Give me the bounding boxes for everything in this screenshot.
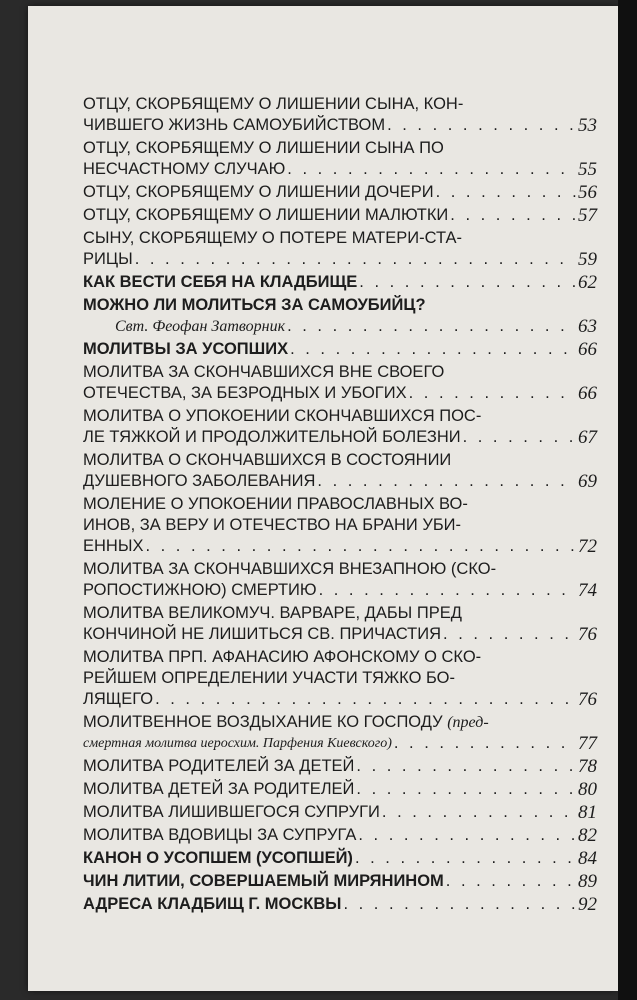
dot-leader bbox=[135, 249, 576, 270]
toc-entry-last-row bbox=[83, 802, 597, 823]
toc-entry-last-row bbox=[83, 383, 597, 404]
toc-entry-title-line: МОЛИТВА ЛИШИВШЕГОСЯ СУПРУГИ bbox=[83, 803, 380, 821]
toc-entry-title-line: РЕЙШЕМ ОПРЕДЕЛЕНИИ УЧАСТИ ТЯЖКО БО- bbox=[83, 669, 455, 687]
toc-entry-last-row bbox=[83, 825, 597, 846]
toc-entry-title-line: ОТЦУ, СКОРБЯЩЕМУ О ЛИШЕНИИ СЫНА, КОН- bbox=[83, 95, 464, 113]
toc-entry-last-row bbox=[83, 756, 597, 777]
toc-entry bbox=[83, 182, 597, 203]
toc-entry-title-line: МОЛИТВА РОДИТЕЛЕЙ ЗА ДЕТЕЙ bbox=[83, 757, 355, 775]
toc-entry-title-line: МОЖНО ЛИ МОЛИТЬСЯ ЗА САМОУБИЙЦ? bbox=[83, 296, 426, 314]
dot-leader bbox=[358, 825, 576, 846]
toc-page-number: 89 bbox=[578, 871, 597, 892]
toc-entry bbox=[83, 272, 597, 293]
dot-leader bbox=[343, 894, 576, 915]
toc-entry bbox=[83, 871, 597, 892]
toc-entry bbox=[83, 339, 597, 360]
dot-leader bbox=[155, 689, 576, 710]
toc-entry-last-row bbox=[83, 733, 597, 754]
dot-leader bbox=[356, 756, 576, 777]
toc-page-number: 76 bbox=[578, 689, 597, 710]
toc-entry-title-line: РИЦЫ bbox=[83, 250, 133, 268]
toc-entry bbox=[83, 228, 597, 270]
toc-page-number: 62 bbox=[578, 272, 597, 293]
toc-entry-last-row bbox=[83, 249, 597, 270]
toc-entry-title-line: КАК ВЕСТИ СЕБЯ НА КЛАДБИЩЕ bbox=[83, 273, 358, 291]
dot-leader bbox=[287, 159, 576, 180]
toc-entry-title-line: МОЛИТВА ВДОВИЦЫ ЗА СУПРУГА bbox=[83, 826, 357, 844]
toc-entry-last-row bbox=[83, 159, 597, 180]
toc-entry-title-line: РОПОСТИЖНОЮ) СМЕРТИЮ bbox=[83, 581, 317, 599]
toc-entry-title-line: ЛЯЩЕГО bbox=[83, 690, 154, 708]
toc-entry-title-line: МОЛИТВА ДЕТЕЙ ЗА РОДИТЕЛЕЙ bbox=[83, 780, 355, 798]
toc-page-number: 76 bbox=[578, 624, 597, 645]
dot-leader bbox=[356, 779, 576, 800]
dot-leader bbox=[450, 205, 576, 226]
toc-entry-author: Свт. Феофан Затворник bbox=[115, 318, 286, 335]
toc-entry-last-row bbox=[83, 689, 597, 710]
toc-entry-last-row bbox=[83, 427, 597, 448]
table-of-contents bbox=[83, 94, 597, 917]
toc-entry-title-line: МОЛИТВА О СКОНЧАВШИХСЯ В СОСТОЯНИИ bbox=[83, 451, 452, 469]
dot-leader bbox=[145, 536, 576, 557]
toc-entry bbox=[83, 802, 597, 823]
toc-entry-title-line: ОТЦУ, СКОРБЯЩЕМУ О ЛИШЕНИИ МАЛЮТКИ bbox=[83, 206, 449, 224]
toc-page-number: 66 bbox=[578, 339, 597, 360]
dot-leader bbox=[319, 580, 576, 601]
toc-entry-title-line: АДРЕСА КЛАДБИЩ Г. МОСКВЫ bbox=[83, 895, 342, 913]
toc-entry-title-line: МОЛИТВЕННОЕ ВОЗДЫХАНИЕ КО ГОСПОДУ (пред- bbox=[83, 713, 489, 731]
dot-leader bbox=[355, 848, 576, 869]
dot-leader bbox=[387, 115, 576, 136]
toc-entry-title-line: МОЛЕНИЕ О УПОКОЕНИИ ПРАВОСЛАВНЫХ ВО- bbox=[83, 495, 468, 513]
toc-page-number: 92 bbox=[578, 894, 597, 915]
toc-entry-title-line: ЕННЫХ bbox=[83, 537, 144, 555]
toc-entry-last-row bbox=[83, 272, 597, 293]
toc-entry-title-line: ОТЦУ, СКОРБЯЩЕМУ О ЛИШЕНИИ СЫНА ПО bbox=[83, 139, 444, 157]
toc-page-number: 57 bbox=[578, 205, 597, 226]
toc-page-number: 63 bbox=[578, 316, 597, 337]
toc-page-number: 78 bbox=[578, 756, 597, 777]
toc-entry-title-line: ИНОВ, ЗА ВЕРУ И ОТЕЧЕСТВО НА БРАНИ УБИ- bbox=[83, 516, 462, 534]
toc-entry-last-row bbox=[83, 471, 597, 492]
dot-leader bbox=[382, 802, 576, 823]
toc-entry-last-row bbox=[83, 871, 597, 892]
toc-entry-title-line: ОТЕЧЕСТВА, ЗА БЕЗРОДНЫХ И УБОГИХ bbox=[83, 384, 407, 402]
toc-page-number: 66 bbox=[578, 383, 597, 404]
toc-entry-title-line: МОЛИТВА ВЕЛИКОМУЧ. ВАРВАРЕ, ДАБЫ ПРЕД bbox=[83, 604, 462, 622]
toc-entry-last-row bbox=[83, 779, 597, 800]
toc-entry bbox=[83, 362, 597, 404]
toc-entry bbox=[83, 825, 597, 846]
toc-entry-title-line: НЕСЧАСТНОМУ СЛУЧАЮ bbox=[83, 160, 286, 178]
toc-entry bbox=[83, 756, 597, 777]
toc-page-number: 82 bbox=[578, 825, 597, 846]
toc-entry bbox=[83, 894, 597, 915]
toc-entry bbox=[83, 94, 597, 136]
dot-leader bbox=[446, 871, 576, 892]
toc-entry-title-line: МОЛИТВА ПРП. АФАНАСИЮ АФОНСКОМУ О СКО- bbox=[83, 648, 482, 666]
toc-entry-last-row bbox=[83, 316, 597, 337]
toc-page-number: 77 bbox=[578, 733, 597, 754]
toc-entry-last-row bbox=[83, 580, 597, 601]
dot-leader bbox=[287, 316, 576, 337]
book-page bbox=[28, 6, 618, 991]
toc-entry-title-line: ЛЕ ТЯЖКОЙ И ПРОДОЛЖИТЕЛЬНОЙ БОЛЕЗНИ bbox=[83, 428, 461, 446]
toc-entry-title-line: СЫНУ, СКОРБЯЩЕМУ О ПОТЕРЕ МАТЕРИ-СТА- bbox=[83, 229, 463, 247]
toc-entry bbox=[83, 848, 597, 869]
toc-page-number: 53 bbox=[578, 115, 597, 136]
toc-page-number: 56 bbox=[578, 182, 597, 203]
toc-entry bbox=[83, 647, 597, 710]
toc-page-number: 59 bbox=[578, 249, 597, 270]
dot-leader bbox=[317, 471, 576, 492]
dot-leader bbox=[290, 339, 576, 360]
toc-entry-title-line: МОЛИТВА ЗА СКОНЧАВШИХСЯ ВНЕЗАПНОЮ (СКО- bbox=[83, 560, 497, 578]
toc-entry-title-line: смертная молитва иеросхим. Парфения Киевского) bbox=[83, 736, 392, 751]
toc-page-number: 55 bbox=[578, 159, 597, 180]
toc-page-number: 80 bbox=[578, 779, 597, 800]
toc-entry-last-row bbox=[83, 205, 597, 226]
toc-page-number: 74 bbox=[578, 580, 597, 601]
toc-entry-last-row bbox=[83, 894, 597, 915]
dot-leader bbox=[394, 733, 576, 754]
toc-entry-last-row bbox=[83, 624, 597, 645]
toc-entry bbox=[83, 712, 597, 754]
toc-entry bbox=[83, 559, 597, 601]
dot-leader bbox=[463, 427, 576, 448]
toc-page-number: 69 bbox=[578, 471, 597, 492]
toc-entry bbox=[83, 406, 597, 448]
toc-entry bbox=[83, 138, 597, 180]
toc-entry-title-line: МОЛИТВА О УПОКОЕНИИ СКОНЧАВШИХСЯ ПОС- bbox=[83, 407, 482, 425]
toc-entry bbox=[83, 779, 597, 800]
dot-leader bbox=[359, 272, 576, 293]
toc-entry-title-line: КАНОН О УСОПШЕМ (УСОПШЕЙ) bbox=[83, 849, 353, 867]
toc-entry-last-row bbox=[83, 339, 597, 360]
toc-entry-last-row bbox=[83, 848, 597, 869]
toc-entry bbox=[83, 450, 597, 492]
toc-entry bbox=[83, 494, 597, 557]
toc-entry-title-line: ОТЦУ, СКОРБЯЩЕМУ О ЛИШЕНИИ ДОЧЕРИ bbox=[83, 183, 434, 201]
book-spine-shadow bbox=[618, 0, 637, 1000]
toc-entry-title-line: МОЛИТВА ЗА СКОНЧАВШИХСЯ ВНЕ СВОЕГО bbox=[83, 363, 445, 381]
toc-page-number: 67 bbox=[578, 427, 597, 448]
toc-entry-last-row bbox=[83, 182, 597, 203]
toc-entry bbox=[83, 295, 597, 337]
toc-entry-title-line: МОЛИТВЫ ЗА УСОПШИХ bbox=[83, 340, 289, 358]
toc-page-number: 84 bbox=[578, 848, 597, 869]
toc-entry bbox=[83, 205, 597, 226]
toc-entry-title-line: КОНЧИНОЙ НЕ ЛИШИТЬСЯ СВ. ПРИЧАСТИЯ bbox=[83, 625, 442, 643]
toc-entry-title-line: ЧИВШЕГО ЖИЗНЬ САМОУБИЙСТВОМ bbox=[83, 116, 386, 134]
toc-page-number: 81 bbox=[578, 802, 597, 823]
dot-leader bbox=[436, 182, 576, 203]
toc-entry-title-line: ЧИН ЛИТИИ, СОВЕРШАЕМЫЙ МИРЯНИНОМ bbox=[83, 872, 444, 890]
toc-page-number: 72 bbox=[578, 536, 597, 557]
dot-leader bbox=[409, 383, 576, 404]
toc-entry-last-row bbox=[83, 536, 597, 557]
toc-entry-last-row bbox=[83, 115, 597, 136]
toc-entry bbox=[83, 603, 597, 645]
toc-entry-title-line: ДУШЕВНОГО ЗАБОЛЕВАНИЯ bbox=[83, 472, 316, 490]
dot-leader bbox=[443, 624, 576, 645]
